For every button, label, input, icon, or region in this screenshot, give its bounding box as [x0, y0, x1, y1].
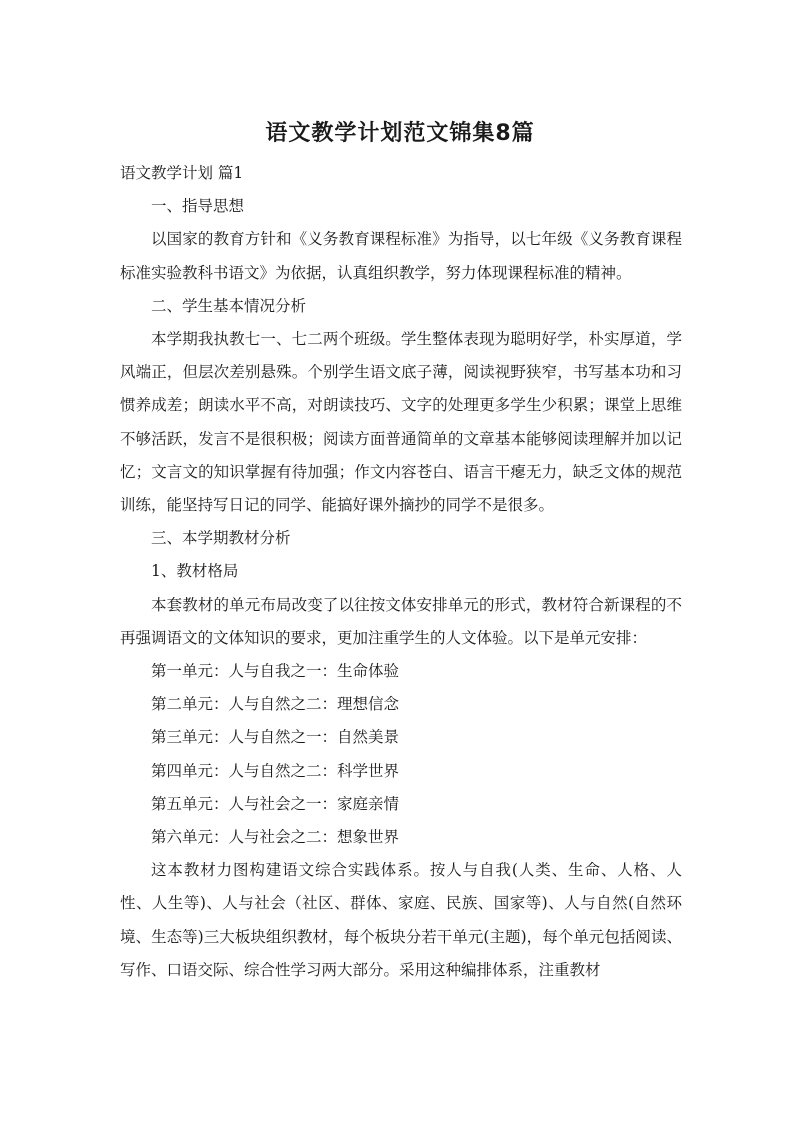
- heading-guiding-ideology: 一、指导思想: [151, 197, 245, 216]
- unit-item: 第一单元：人与自我之一：生命体验: [151, 662, 400, 681]
- unit-item: 第六单元：人与社会之二：想象世界: [151, 828, 400, 847]
- document-body: [120, 157, 682, 987]
- heading-textbook-analysis: 三、本学期教材分析: [151, 529, 291, 548]
- paragraph: 这本教材力图构建语文综合实践体系。按人与自我(人类、生命、人格、人性、人生等)、人与社会（社区、群体、家庭、民族、国家等)、人与自然(自然环境、生态等)三大板块组织教材，每个板块分若干单元(主题)，每个单元包括阅读、写作、口语交际、综合性学习两大部分。采用这种编排体系，注重教材: [120, 861, 682, 979]
- heading-textbook-layout: 1、教材格局: [151, 562, 239, 581]
- unit-item: 第三单元：人与自然之一：自然美景: [151, 728, 400, 747]
- heading-student-analysis: 二、学生基本情况分析: [151, 296, 307, 315]
- unit-item: 第二单元：人与自然之二：理想信念: [151, 695, 400, 714]
- paragraph: 本套教材的单元布局改变了以往按文体安排单元的形式，教材符合新课程的不再强调语文的文体知识的要求，更加注重学生的人文体验。以下是单元安排：: [120, 595, 682, 647]
- paragraph: 以国家的教育方针和《义务教育课程标准》为指导，以七年级《义务教育课程标准实验教科书语文》为依据，认真组织教学，努力体现课程标准的精神。: [120, 230, 682, 282]
- section-heading: 语文教学计划 篇1: [120, 164, 244, 182]
- unit-item: 第四单元：人与自然之二：科学世界: [151, 761, 400, 780]
- document-title: 语文教学计划范文锦集8篇: [265, 121, 535, 146]
- paragraph: 本学期我执教七一、七二两个班级。学生整体表现为聪明好学，朴实厚道，学风端正，但层次差别悬殊。个别学生语文底子薄，阅读视野狭窄，书写基本功和习惯养成差；朗读水平不高，对朗读技巧、文字的处理更多学生少积累；课堂上思维不够活跃，发言不是很积极；阅读方面普通简单的文章基本能够阅读理解并加以记忆；文言文的知识掌握有待加强；作文内容苍白、语言干瘪无力，缺乏文体的规范训练，能坚持写日记的同学、能搞好课外摘抄的同学不是很多。: [120, 330, 682, 515]
- unit-item: 第五单元：人与社会之一：家庭亲情: [151, 794, 400, 813]
